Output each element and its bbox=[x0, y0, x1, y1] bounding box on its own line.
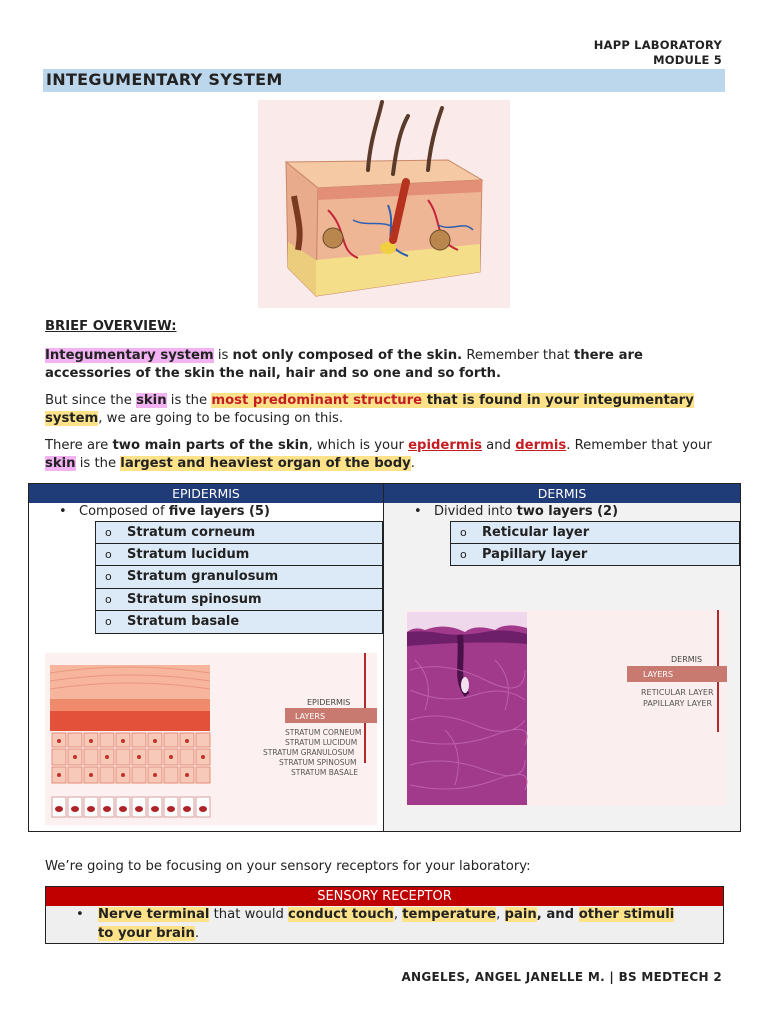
p3-remember: . Remember that your bbox=[566, 437, 712, 453]
document-header bbox=[594, 38, 722, 68]
overview-paragraph-3 bbox=[45, 437, 725, 474]
epidermis-figure-label: STRATUM CORNEUM bbox=[285, 728, 362, 737]
dermis-figure-label: RETICULAR LAYER bbox=[641, 688, 714, 697]
p1-text-is: is bbox=[213, 347, 233, 363]
dermis-heading: DERMIS bbox=[384, 484, 740, 503]
term-skin-2: skin bbox=[45, 456, 76, 471]
term-dermis: dermis bbox=[515, 437, 567, 453]
epidermis-bullet-pre: Composed of bbox=[79, 504, 169, 519]
p3-period: . bbox=[410, 456, 415, 471]
dermis-figure-title: DERMIS bbox=[671, 655, 703, 664]
term-other-stimuli: other stimuli to your brain bbox=[98, 907, 675, 941]
p2-found-in-system: that is found in your integumentary system bbox=[45, 392, 694, 426]
p1-accessories: there are accessories of the skin the nail, hair and so one and so forth. bbox=[45, 347, 643, 381]
term-integumentary-system: Integumentary system bbox=[45, 347, 214, 363]
p1-not-only-skin: not only composed of the skin. bbox=[232, 347, 463, 363]
document-footer: ANGELES, ANGEL JANELLE M. | BS MEDTECH 2 bbox=[401, 970, 722, 984]
list-item: o Stratum corneum bbox=[95, 521, 383, 544]
skin-cross-section-illustration bbox=[258, 100, 510, 308]
epidermis-figure-label: STRATUM LUCIDUM bbox=[285, 738, 358, 747]
term-most-predominant: most predominant structure bbox=[211, 392, 423, 408]
list-item: o Stratum lucidum bbox=[95, 544, 383, 567]
dermis-histology-figure bbox=[405, 610, 727, 806]
p1-remember: Remember that bbox=[462, 347, 574, 363]
sensory-bullet bbox=[46, 906, 723, 943]
sensory-heading: SENSORY RECEPTOR bbox=[46, 887, 723, 906]
dermis-two-layers: two layers (2) bbox=[516, 504, 619, 519]
term-nerve-terminal: Nerve terminal bbox=[98, 907, 210, 922]
p3-there-are: There are bbox=[45, 437, 113, 453]
sensory-that-would: that would bbox=[209, 907, 289, 922]
header-lab: HAPP LABORATORY bbox=[593, 38, 722, 52]
list-item: o Stratum granulosum bbox=[95, 566, 383, 589]
term-epidermis: epidermis bbox=[408, 437, 482, 453]
dermis-figure-label: PAPILLARY LAYER bbox=[643, 699, 713, 708]
term-conduct-touch: conduct touch bbox=[288, 907, 394, 922]
p2-is-the: is the bbox=[166, 392, 212, 408]
epidermis-bullet bbox=[29, 503, 383, 521]
epidermis-layers-figure bbox=[45, 653, 377, 825]
epidermis-figure-label: STRATUM BASALE bbox=[291, 768, 358, 777]
page-title: INTEGUMENTARY SYSTEM bbox=[46, 70, 283, 89]
p3-which-is: , which is your bbox=[308, 437, 409, 453]
p2-but-since: But since the bbox=[45, 392, 137, 408]
epidermis-figure-label: STRATUM SPINOSUM bbox=[279, 758, 357, 767]
sensory-receptor-box bbox=[45, 886, 724, 944]
list-item: o Reticular layer bbox=[450, 521, 740, 544]
term-pain: pain bbox=[504, 907, 537, 922]
sensory-period: . bbox=[194, 925, 200, 941]
overview-paragraph-2 bbox=[45, 392, 725, 429]
focus-text: We’re going to be focusing on your sensory receptors for your laboratory: bbox=[45, 859, 531, 874]
list-item: o Papillary layer bbox=[450, 544, 740, 567]
epidermis-heading: EPIDERMIS bbox=[29, 484, 383, 503]
list-item: o Stratum basale bbox=[95, 611, 383, 634]
term-temperature: temperature bbox=[402, 907, 497, 922]
p3-is-the: is the bbox=[75, 456, 121, 471]
dermis-bullet-pre: Divided into bbox=[434, 504, 517, 519]
sensory-comma-1: , bbox=[393, 907, 403, 922]
brief-overview bbox=[45, 318, 725, 482]
title-bar bbox=[43, 69, 725, 92]
overview-paragraph-1 bbox=[45, 347, 725, 384]
term-skin: skin bbox=[136, 392, 167, 408]
epidermis-figure-label: STRATUM GRANULOSUM bbox=[263, 748, 355, 757]
dermis-bullet bbox=[384, 503, 740, 521]
term-largest-organ: largest and heaviest organ of the body bbox=[120, 456, 411, 471]
list-item: o Stratum spinosum bbox=[95, 589, 383, 612]
header-module: MODULE 5 bbox=[653, 53, 722, 67]
epidermis-figure-title: EPIDERMIS bbox=[307, 698, 351, 707]
sensory-comma-2: , bbox=[496, 907, 505, 922]
epidermis-layers-list bbox=[95, 521, 383, 634]
epidermis-figure-band: LAYERS bbox=[295, 712, 326, 721]
dermis-layers-list bbox=[450, 521, 740, 566]
epidermis-five-layers: five layers (5) bbox=[168, 504, 270, 519]
p3-and: and bbox=[481, 437, 516, 453]
overview-heading: BRIEF OVERVIEW: bbox=[45, 319, 177, 334]
sensory-and: , and bbox=[536, 907, 579, 922]
dermis-figure-band: LAYERS bbox=[643, 670, 674, 679]
p2-focusing: , we are going to be focusing on this. bbox=[98, 411, 344, 426]
p3-two-main-parts: two main parts of the skin bbox=[112, 437, 309, 453]
